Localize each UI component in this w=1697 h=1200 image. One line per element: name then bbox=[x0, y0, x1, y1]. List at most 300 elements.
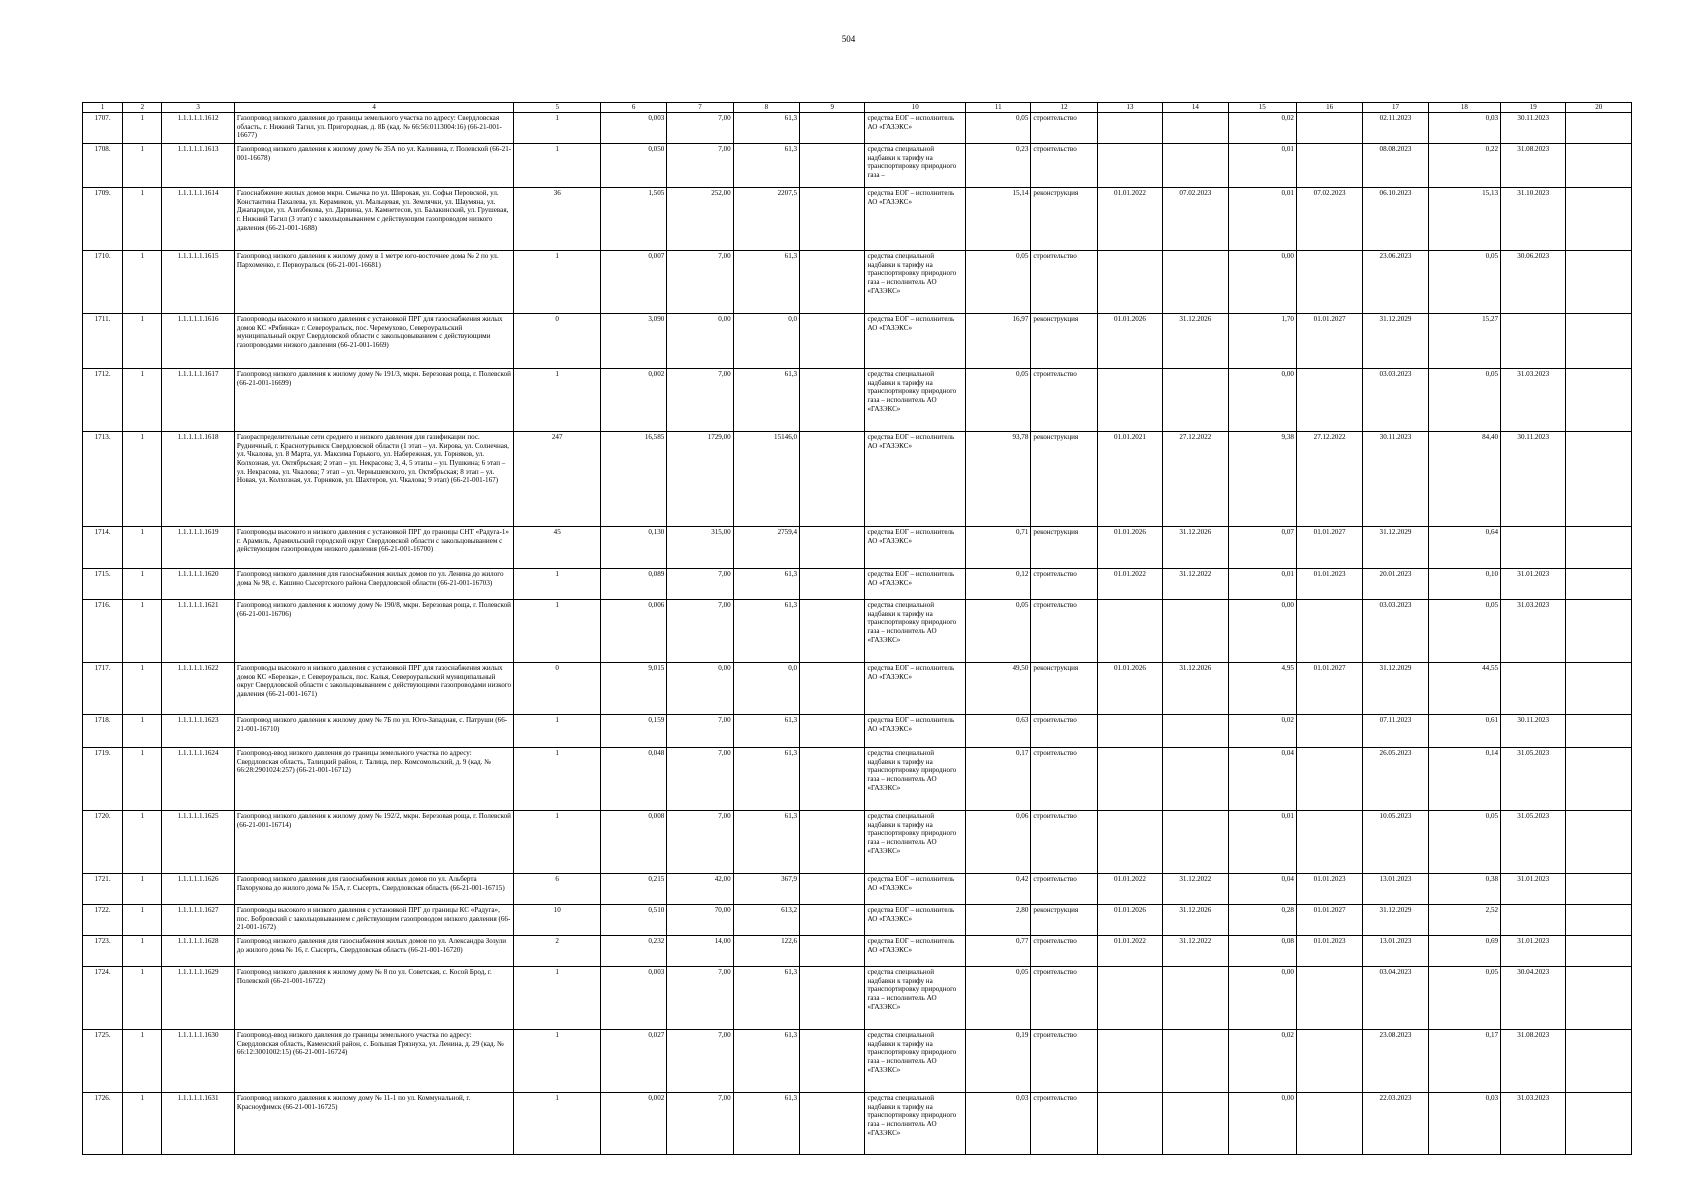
cell-col-9 bbox=[800, 811, 865, 874]
cell-col-6: 1,505 bbox=[600, 188, 666, 251]
cell-funding-source: средства ЕОГ – исполнитель АО «ГАЗЭКС» bbox=[865, 432, 966, 527]
cell-col-20 bbox=[1566, 811, 1632, 874]
cell-object-code: 1.1.1.1.1.1616 bbox=[162, 314, 234, 369]
table-row bbox=[83, 188, 1632, 251]
page-number: 504 bbox=[841, 34, 856, 44]
column-header-18: 18 bbox=[1428, 103, 1500, 113]
cell-col-9 bbox=[800, 188, 865, 251]
cell-col-20 bbox=[1566, 314, 1632, 369]
cell-start-date bbox=[1097, 1093, 1162, 1155]
cell-commissioning-date: 23.06.2023 bbox=[1363, 251, 1428, 314]
cell-col-20 bbox=[1566, 715, 1632, 748]
column-header-9: 9 bbox=[800, 103, 865, 113]
column-header-11: 11 bbox=[966, 103, 1031, 113]
cell-col-6: 0,048 bbox=[600, 748, 666, 811]
cell-col-8: 61,3 bbox=[733, 144, 799, 188]
cell-object-code: 1.1.1.1.1.1626 bbox=[162, 874, 234, 905]
table-body bbox=[83, 113, 1632, 1155]
cell-col-5: 1 bbox=[514, 1030, 601, 1093]
cell-col-20 bbox=[1566, 369, 1632, 432]
cell-completion-date bbox=[1501, 663, 1566, 715]
table-row bbox=[83, 432, 1632, 527]
cell-col-20 bbox=[1566, 144, 1632, 188]
cell-funding-source: средства специальной надбавки к тарифу на транспортировку природного газа – исполнитель АО «ГАЗЭКС» bbox=[865, 251, 966, 314]
column-header-8: 8 bbox=[733, 103, 799, 113]
cell-col-6: 0,002 bbox=[600, 369, 666, 432]
cell-object-code: 1.1.1.1.1.1617 bbox=[162, 369, 234, 432]
cell-col-18: 0,22 bbox=[1428, 144, 1500, 188]
cell-col-8: 61,3 bbox=[733, 748, 799, 811]
cell-col-11: 0,12 bbox=[966, 569, 1031, 600]
cell-col-8: 61,3 bbox=[733, 251, 799, 314]
cell-col-2: 1 bbox=[123, 967, 162, 1030]
cell-col-16 bbox=[1296, 811, 1362, 874]
cell-row-number: 1715. bbox=[83, 569, 123, 600]
cell-col-8: 613,2 bbox=[733, 905, 799, 936]
column-header-3: 3 bbox=[162, 103, 234, 113]
cell-col-11: 2,80 bbox=[966, 905, 1031, 936]
cell-completion-date: 31.01.2023 bbox=[1501, 936, 1566, 967]
cell-col-15: 0,00 bbox=[1228, 251, 1296, 314]
cell-object-code: 1.1.1.1.1.1622 bbox=[162, 663, 234, 715]
cell-col-15: 0,00 bbox=[1228, 600, 1296, 663]
cell-col-11: 0,23 bbox=[966, 144, 1031, 188]
cell-end-date bbox=[1163, 715, 1228, 748]
cell-col-15: 0,07 bbox=[1228, 527, 1296, 569]
cell-col-7: 7,00 bbox=[667, 569, 733, 600]
cell-col-16 bbox=[1296, 1030, 1362, 1093]
cell-col-5: 1 bbox=[514, 600, 601, 663]
cell-work-type: строительство bbox=[1031, 874, 1097, 905]
cell-work-type: строительство bbox=[1031, 967, 1097, 1030]
cell-start-date bbox=[1097, 967, 1162, 1030]
cell-col-7: 7,00 bbox=[667, 811, 733, 874]
column-header-17: 17 bbox=[1363, 103, 1428, 113]
table-row bbox=[83, 748, 1632, 811]
cell-col-8: 61,3 bbox=[733, 1093, 799, 1155]
cell-object-description: Газопроводы высокого и низкого давления с установкой ПРГ до границы КС «Радуга», пос. Бобровский с закольцовыванием с действующим газопроводом низкого давления (66-21-001-1672) bbox=[234, 905, 514, 936]
cell-col-6: 0,159 bbox=[600, 715, 666, 748]
cell-col-5: 1 bbox=[514, 811, 601, 874]
cell-funding-source: средства ЕОГ – исполнитель АО «ГАЗЭКС» bbox=[865, 569, 966, 600]
cell-completion-date: 30.06.2023 bbox=[1501, 251, 1566, 314]
cell-col-16 bbox=[1296, 113, 1362, 144]
cell-col-18: 84,40 bbox=[1428, 432, 1500, 527]
cell-col-5: 247 bbox=[514, 432, 601, 527]
cell-object-description: Газопровод низкого давления к жилому дому № 190/8, мкрн. Березовая роща, г. Полевской (66-21-001-16706) bbox=[234, 600, 514, 663]
cell-commissioning-date: 02.11.2023 bbox=[1363, 113, 1428, 144]
cell-col-2: 1 bbox=[123, 663, 162, 715]
cell-start-date: 01.01.2021 bbox=[1097, 432, 1162, 527]
cell-col-18: 0,14 bbox=[1428, 748, 1500, 811]
cell-object-description: Газопроводы высокого и низкого давления с установкой ПРГ для газоснабжения жилых домов КС «Рябинка» г. Североуральск, пос. Черемухово, Североуральский муниципальный округ Свердловской области с закольцовыванием с действующими газопроводами низкого давления (66-21-001-1669) bbox=[234, 314, 514, 369]
cell-col-9 bbox=[800, 600, 865, 663]
table-row bbox=[83, 967, 1632, 1030]
cell-start-date: 01.01.2026 bbox=[1097, 314, 1162, 369]
cell-col-6: 0,050 bbox=[600, 144, 666, 188]
cell-col-18: 0,05 bbox=[1428, 600, 1500, 663]
cell-row-number: 1722. bbox=[83, 905, 123, 936]
cell-funding-source: средства ЕОГ – исполнитель АО «ГАЗЭКС» bbox=[865, 663, 966, 715]
cell-col-15: 9,38 bbox=[1228, 432, 1296, 527]
cell-col-18: 0,38 bbox=[1428, 874, 1500, 905]
cell-end-date bbox=[1163, 811, 1228, 874]
cell-col-7: 42,00 bbox=[667, 874, 733, 905]
cell-funding-source: средства ЕОГ – исполнитель АО «ГАЗЭКС» bbox=[865, 936, 966, 967]
cell-end-date bbox=[1163, 144, 1228, 188]
cell-col-5: 1 bbox=[514, 113, 601, 144]
cell-col-2: 1 bbox=[123, 113, 162, 144]
cell-col-7: 70,00 bbox=[667, 905, 733, 936]
cell-object-code: 1.1.1.1.1.1627 bbox=[162, 905, 234, 936]
cell-col-9 bbox=[800, 905, 865, 936]
cell-completion-date bbox=[1501, 905, 1566, 936]
cell-col-6: 0,232 bbox=[600, 936, 666, 967]
cell-end-date bbox=[1163, 967, 1228, 1030]
cell-funding-source: средства ЕОГ – исполнитель АО «ГАЗЭКС» bbox=[865, 527, 966, 569]
cell-col-5: 1 bbox=[514, 748, 601, 811]
cell-col-8: 61,3 bbox=[733, 811, 799, 874]
cell-commissioning-date: 31.12.2029 bbox=[1363, 527, 1428, 569]
cell-work-type: строительство bbox=[1031, 251, 1097, 314]
cell-commissioning-date: 31.12.2029 bbox=[1363, 663, 1428, 715]
cell-funding-source: средства специальной надбавки к тарифу на транспортировку природного газа – bbox=[865, 144, 966, 188]
cell-row-number: 1724. bbox=[83, 967, 123, 1030]
cell-col-7: 7,00 bbox=[667, 1030, 733, 1093]
cell-funding-source: средства ЕОГ – исполнитель АО «ГАЗЭКС» bbox=[865, 715, 966, 748]
cell-col-20 bbox=[1566, 600, 1632, 663]
cell-col-15: 0,02 bbox=[1228, 715, 1296, 748]
cell-col-20 bbox=[1566, 874, 1632, 905]
cell-col-9 bbox=[800, 748, 865, 811]
cell-completion-date: 31.05.2023 bbox=[1501, 748, 1566, 811]
cell-col-11: 0,03 bbox=[966, 1093, 1031, 1155]
cell-col-20 bbox=[1566, 1093, 1632, 1155]
cell-row-number: 1713. bbox=[83, 432, 123, 527]
column-header-1: 1 bbox=[83, 103, 123, 113]
cell-start-date: 01.01.2022 bbox=[1097, 936, 1162, 967]
cell-commissioning-date: 07.11.2023 bbox=[1363, 715, 1428, 748]
cell-col-11: 0,77 bbox=[966, 936, 1031, 967]
cell-col-16: 07.02.2023 bbox=[1296, 188, 1362, 251]
cell-object-description: Газопровод низкого давления до границы земельного участка по адресу: Свердловская область, г. Нижний Тагил, ул. Пригородная, д. 8Б (кад. № 66:56:0113004:16) (66-21-001-16677) bbox=[234, 113, 514, 144]
cell-col-8: 0,0 bbox=[733, 314, 799, 369]
cell-row-number: 1710. bbox=[83, 251, 123, 314]
cell-completion-date: 31.08.2023 bbox=[1501, 144, 1566, 188]
cell-col-15: 0,00 bbox=[1228, 967, 1296, 1030]
cell-col-5: 1 bbox=[514, 144, 601, 188]
cell-funding-source: средства специальной надбавки к тарифу на транспортировку природного газа – исполнитель АО «ГАЗЭКС» bbox=[865, 600, 966, 663]
cell-col-18: 44,55 bbox=[1428, 663, 1500, 715]
cell-start-date: 01.01.2022 bbox=[1097, 188, 1162, 251]
cell-col-6: 0,130 bbox=[600, 527, 666, 569]
cell-row-number: 1719. bbox=[83, 748, 123, 811]
column-header-13: 13 bbox=[1097, 103, 1162, 113]
cell-col-8: 61,3 bbox=[733, 967, 799, 1030]
cell-work-type: строительство bbox=[1031, 715, 1097, 748]
cell-end-date bbox=[1163, 113, 1228, 144]
table-row bbox=[83, 905, 1632, 936]
cell-col-11: 0,05 bbox=[966, 369, 1031, 432]
cell-funding-source: средства ЕОГ – исполнитель АО «ГАЗЭКС» bbox=[865, 314, 966, 369]
cell-col-5: 0 bbox=[514, 314, 601, 369]
cell-object-code: 1.1.1.1.1.1629 bbox=[162, 967, 234, 1030]
cell-work-type: строительство bbox=[1031, 748, 1097, 811]
cell-col-15: 4,95 bbox=[1228, 663, 1296, 715]
cell-end-date bbox=[1163, 1030, 1228, 1093]
cell-col-2: 1 bbox=[123, 144, 162, 188]
cell-col-18: 0,03 bbox=[1428, 113, 1500, 144]
cell-col-7: 7,00 bbox=[667, 251, 733, 314]
cell-col-15: 0,01 bbox=[1228, 188, 1296, 251]
cell-col-11: 0,42 bbox=[966, 874, 1031, 905]
cell-completion-date: 30.11.2023 bbox=[1501, 715, 1566, 748]
column-number-header bbox=[83, 103, 1632, 113]
table-row bbox=[83, 600, 1632, 663]
cell-completion-date: 31.01.2023 bbox=[1501, 569, 1566, 600]
cell-col-6: 0,007 bbox=[600, 251, 666, 314]
cell-col-15: 0,01 bbox=[1228, 811, 1296, 874]
column-header-2: 2 bbox=[123, 103, 162, 113]
cell-object-description: Газоснабжение жилых домов мкрн. Смычка по ул. Широкая, ул. Софьи Перовской, ул. Константина Пахалева, ул. Керамиков, ул. Мальцевая, ул. Землячки, ул. Шаумяна, ул. Джапаридзе, ул. Азизбекова, ул. Дарвина, ул. Камнетесов, ул. Балакинский, ул. Грушевая, г. Нижний Тагил (3 этап) с закольцовыванием с действующим газопроводом низкого давления (66-21-001-1688) bbox=[234, 188, 514, 251]
table-row bbox=[83, 874, 1632, 905]
cell-col-6: 3,090 bbox=[600, 314, 666, 369]
cell-col-16 bbox=[1296, 1093, 1362, 1155]
cell-object-code: 1.1.1.1.1.1630 bbox=[162, 1030, 234, 1093]
cell-col-15: 0,08 bbox=[1228, 936, 1296, 967]
cell-start-date: 01.01.2026 bbox=[1097, 663, 1162, 715]
cell-col-16: 01.01.2027 bbox=[1296, 527, 1362, 569]
cell-work-type: реконструкция bbox=[1031, 663, 1097, 715]
cell-col-5: 1 bbox=[514, 967, 601, 1030]
cell-row-number: 1717. bbox=[83, 663, 123, 715]
cell-object-code: 1.1.1.1.1.1618 bbox=[162, 432, 234, 527]
cell-col-8: 2759,4 bbox=[733, 527, 799, 569]
cell-col-5: 1 bbox=[514, 715, 601, 748]
table-row bbox=[83, 715, 1632, 748]
cell-col-11: 0,05 bbox=[966, 600, 1031, 663]
cell-col-8: 61,3 bbox=[733, 569, 799, 600]
cell-col-16: 01.01.2023 bbox=[1296, 874, 1362, 905]
cell-col-6: 0,027 bbox=[600, 1030, 666, 1093]
cell-col-18: 0,64 bbox=[1428, 527, 1500, 569]
cell-col-18: 0,05 bbox=[1428, 967, 1500, 1030]
cell-col-9 bbox=[800, 569, 865, 600]
cell-object-description: Газопровод низкого давления для газоснабжения жилых домов по ул. Александра Зозули до жилого дома № 16, г. Сысерть, Свердловская область (66-21-001-16720) bbox=[234, 936, 514, 967]
cell-commissioning-date: 31.12.2029 bbox=[1363, 314, 1428, 369]
table-row bbox=[83, 811, 1632, 874]
column-header-5: 5 bbox=[514, 103, 601, 113]
cell-col-6: 0,002 bbox=[600, 1093, 666, 1155]
cell-col-5: 36 bbox=[514, 188, 601, 251]
cell-object-code: 1.1.1.1.1.1620 bbox=[162, 569, 234, 600]
cell-completion-date: 31.01.2023 bbox=[1501, 874, 1566, 905]
cell-col-2: 1 bbox=[123, 432, 162, 527]
cell-col-18: 0,05 bbox=[1428, 811, 1500, 874]
cell-col-7: 315,00 bbox=[667, 527, 733, 569]
cell-work-type: строительство bbox=[1031, 144, 1097, 188]
cell-col-7: 7,00 bbox=[667, 369, 733, 432]
cell-col-6: 0,003 bbox=[600, 113, 666, 144]
cell-commissioning-date: 22.03.2023 bbox=[1363, 1093, 1428, 1155]
cell-object-description: Газопроводы высокого и низкого давления с установкой ПРГ до границы СНТ «Радуга-1» г. Арамиль, Арамильский городской округ Свердловской области с закольцовыванием с действующим газопроводом низкого давления (66-21-001-16700) bbox=[234, 527, 514, 569]
table-row bbox=[83, 251, 1632, 314]
cell-funding-source: средства специальной надбавки к тарифу на транспортировку природного газа – исполнитель АО «ГАЗЭКС» bbox=[865, 1030, 966, 1093]
cell-col-2: 1 bbox=[123, 748, 162, 811]
cell-commissioning-date: 03.03.2023 bbox=[1363, 600, 1428, 663]
cell-col-6: 0,008 bbox=[600, 811, 666, 874]
column-header-20: 20 bbox=[1566, 103, 1632, 113]
cell-object-code: 1.1.1.1.1.1631 bbox=[162, 1093, 234, 1155]
cell-col-9 bbox=[800, 314, 865, 369]
cell-col-20 bbox=[1566, 663, 1632, 715]
cell-work-type: строительство bbox=[1031, 811, 1097, 874]
cell-end-date bbox=[1163, 748, 1228, 811]
cell-col-9 bbox=[800, 1093, 865, 1155]
cell-commissioning-date: 08.08.2023 bbox=[1363, 144, 1428, 188]
cell-col-15: 0,04 bbox=[1228, 874, 1296, 905]
cell-col-6: 0,215 bbox=[600, 874, 666, 905]
cell-start-date bbox=[1097, 1030, 1162, 1093]
table-row bbox=[83, 144, 1632, 188]
cell-object-description: Газопровод-ввод низкого давления до границы земельного участка по адресу: Свердловская область, Каменский район, с. Большая Грязнуха, ул. Ленина, д. 29 (кад. № 66:12:3001002:15) (66-21-001-16724) bbox=[234, 1030, 514, 1093]
cell-col-5: 1 bbox=[514, 251, 601, 314]
cell-start-date bbox=[1097, 811, 1162, 874]
cell-col-20 bbox=[1566, 527, 1632, 569]
cell-col-5: 45 bbox=[514, 527, 601, 569]
cell-commissioning-date: 26.05.2023 bbox=[1363, 748, 1428, 811]
cell-object-code: 1.1.1.1.1.1628 bbox=[162, 936, 234, 967]
cell-object-code: 1.1.1.1.1.1623 bbox=[162, 715, 234, 748]
cell-object-description: Газопровод низкого давления к жилому дому № 8 по ул. Советская, с. Косой Брод, г. Полевской (66-21-001-16722) bbox=[234, 967, 514, 1030]
cell-col-20 bbox=[1566, 936, 1632, 967]
cell-completion-date: 31.03.2023 bbox=[1501, 369, 1566, 432]
cell-end-date bbox=[1163, 1093, 1228, 1155]
cell-completion-date: 31.10.2023 bbox=[1501, 188, 1566, 251]
cell-commissioning-date: 13.01.2023 bbox=[1363, 874, 1428, 905]
cell-col-2: 1 bbox=[123, 1093, 162, 1155]
cell-funding-source: средства ЕОГ – исполнитель АО «ГАЗЭКС» bbox=[865, 188, 966, 251]
cell-col-7: 0,00 bbox=[667, 314, 733, 369]
cell-col-20 bbox=[1566, 905, 1632, 936]
cell-object-code: 1.1.1.1.1.1619 bbox=[162, 527, 234, 569]
cell-col-2: 1 bbox=[123, 569, 162, 600]
cell-end-date: 31.12.2022 bbox=[1163, 569, 1228, 600]
cell-col-18: 15,13 bbox=[1428, 188, 1500, 251]
cell-completion-date bbox=[1501, 314, 1566, 369]
cell-object-description: Газораспределительные сети среднего и низкого давления для газификации пос. Рудничный, г. Краснотурьинск Свердловской области (1 этап – ул. Кирова, ул. Солнечная, ул. Чкалова, ул. 8 Марта, ул. Максима Горького, ул. Набережная, ул. Горняков, ул. Колхозная, ул. Октябрьская; 2 этап – ул. Некрасова; 3, 4, 5 этапы – ул. Пушкина; 6 этап – ул. Некрасова, ул. Чкалова; 7 этап – ул. Чернышевского, ул. Октябрьская; 8 этап – ул. Новая, ул. Колхозная, ул. Горняков, ул. Шахтеров, ул. Чкалова; 9 этап) (66-21-001-167) bbox=[234, 432, 514, 527]
cell-col-2: 1 bbox=[123, 936, 162, 967]
cell-col-11: 0,05 bbox=[966, 967, 1031, 1030]
cell-col-15: 0,01 bbox=[1228, 569, 1296, 600]
cell-commissioning-date: 03.03.2023 bbox=[1363, 369, 1428, 432]
cell-row-number: 1721. bbox=[83, 874, 123, 905]
cell-col-2: 1 bbox=[123, 314, 162, 369]
cell-col-9 bbox=[800, 251, 865, 314]
cell-col-8: 61,3 bbox=[733, 1030, 799, 1093]
cell-completion-date: 31.03.2023 bbox=[1501, 600, 1566, 663]
cell-work-type: реконструкция bbox=[1031, 314, 1097, 369]
cell-object-description: Газопровод низкого давления к жилому дому № 191/3, мкрн. Березовая роща, г. Полевской (66-21-001-16699) bbox=[234, 369, 514, 432]
cell-start-date bbox=[1097, 715, 1162, 748]
cell-work-type: строительство bbox=[1031, 1093, 1097, 1155]
cell-object-description: Газопровод низкого давления к жилому дому № 11-1 по ул. Коммунальной, г. Красноуфимск (66-21-001-16725) bbox=[234, 1093, 514, 1155]
table-row bbox=[83, 369, 1632, 432]
column-header-4: 4 bbox=[234, 103, 514, 113]
cell-work-type: строительство bbox=[1031, 1030, 1097, 1093]
cell-col-7: 1729,00 bbox=[667, 432, 733, 527]
cell-col-7: 7,00 bbox=[667, 715, 733, 748]
cell-start-date bbox=[1097, 748, 1162, 811]
cell-funding-source: средства ЕОГ – исполнитель АО «ГАЗЭКС» bbox=[865, 874, 966, 905]
cell-col-9 bbox=[800, 527, 865, 569]
cell-col-20 bbox=[1566, 251, 1632, 314]
column-header-12: 12 bbox=[1031, 103, 1097, 113]
cell-col-2: 1 bbox=[123, 600, 162, 663]
cell-col-18: 0,61 bbox=[1428, 715, 1500, 748]
cell-col-16 bbox=[1296, 251, 1362, 314]
cell-col-15: 0,00 bbox=[1228, 369, 1296, 432]
table-row bbox=[83, 663, 1632, 715]
cell-col-9 bbox=[800, 144, 865, 188]
column-header-19: 19 bbox=[1501, 103, 1566, 113]
cell-col-7: 7,00 bbox=[667, 600, 733, 663]
cell-col-6: 16,585 bbox=[600, 432, 666, 527]
cell-col-9 bbox=[800, 113, 865, 144]
cell-end-date bbox=[1163, 600, 1228, 663]
cell-funding-source: средства специальной надбавки к тарифу на транспортировку природного газа – исполнитель АО «ГАЗЭКС» bbox=[865, 748, 966, 811]
cell-start-date: 01.01.2026 bbox=[1097, 905, 1162, 936]
cell-col-5: 2 bbox=[514, 936, 601, 967]
column-header-10: 10 bbox=[865, 103, 966, 113]
cell-col-7: 14,00 bbox=[667, 936, 733, 967]
cell-col-9 bbox=[800, 936, 865, 967]
cell-row-number: 1716. bbox=[83, 600, 123, 663]
cell-row-number: 1708. bbox=[83, 144, 123, 188]
cell-object-description: Газопровод низкого давления к жилому дому № 35А по ул. Калинина, г. Полевской (66-21-001-16678) bbox=[234, 144, 514, 188]
cell-completion-date: 30.04.2023 bbox=[1501, 967, 1566, 1030]
cell-col-9 bbox=[800, 715, 865, 748]
cell-completion-date: 31.03.2023 bbox=[1501, 1093, 1566, 1155]
cell-col-7: 7,00 bbox=[667, 144, 733, 188]
cell-row-number: 1718. bbox=[83, 715, 123, 748]
cell-object-description: Газопровод низкого давления к жилому дому № 7Б по ул. Юго-Западная, с. Патруши (66-21-001-16710) bbox=[234, 715, 514, 748]
cell-col-5: 1 bbox=[514, 1093, 601, 1155]
cell-col-9 bbox=[800, 663, 865, 715]
cell-object-description: Газопроводы высокого и низкого давления с установкой ПРГ для газоснабжения жилых домов КС «Березка», г. Североуральск, пос. Калья, Североуральский муниципальный округ Свердловской области с закольцовыванием с действующими газопроводами низкого давления (66-21-001-1671) bbox=[234, 663, 514, 715]
cell-start-date bbox=[1097, 369, 1162, 432]
cell-object-description: Газопровод низкого давления к жилому дому в 1 метре юго-восточнее дома № 2 по ул. Пархоменко, г. Первоуральск (66-21-001-16681) bbox=[234, 251, 514, 314]
cell-col-20 bbox=[1566, 188, 1632, 251]
column-header-6: 6 bbox=[600, 103, 666, 113]
cell-col-15: 0,02 bbox=[1228, 113, 1296, 144]
cell-col-11: 0,63 bbox=[966, 715, 1031, 748]
table-row bbox=[83, 527, 1632, 569]
cell-col-15: 0,04 bbox=[1228, 748, 1296, 811]
cell-col-7: 7,00 bbox=[667, 1093, 733, 1155]
cell-completion-date: 30.11.2023 bbox=[1501, 432, 1566, 527]
cell-col-18: 15,27 bbox=[1428, 314, 1500, 369]
cell-col-8: 61,3 bbox=[733, 113, 799, 144]
cell-col-2: 1 bbox=[123, 811, 162, 874]
cell-col-2: 1 bbox=[123, 1030, 162, 1093]
cell-start-date: 01.01.2022 bbox=[1097, 874, 1162, 905]
cell-col-5: 0 bbox=[514, 663, 601, 715]
cell-work-type: реконструкция bbox=[1031, 432, 1097, 527]
cell-col-20 bbox=[1566, 569, 1632, 600]
cell-col-11: 16,97 bbox=[966, 314, 1031, 369]
cell-funding-source: средства ЕОГ – исполнитель АО «ГАЗЭКС» bbox=[865, 905, 966, 936]
